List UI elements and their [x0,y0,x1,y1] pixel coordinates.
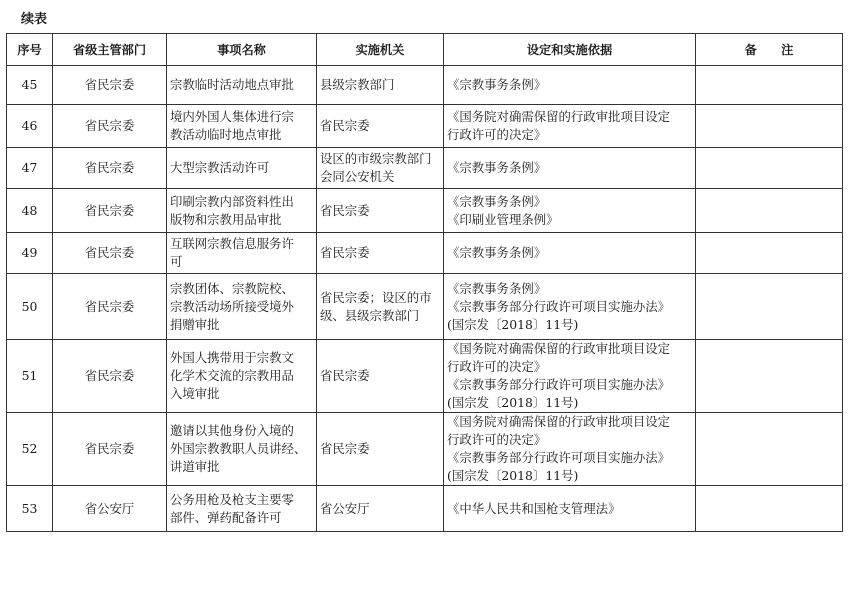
cell-item-line: 捐赠审批 [170,316,220,332]
cell-note [696,66,843,105]
cell-item-line: 大型宗教活动许可 [170,160,270,175]
cell-seq: 47 [7,148,53,189]
cell-basis-line: 《宗教事务部分行政许可项目实施办法》 [447,377,671,392]
cell-org-line: 省民宗委 [320,245,370,260]
cell-note [696,105,843,148]
cell-org [317,274,444,340]
cell-dept: 省民宗委 [53,340,167,413]
cell-basis-line: 行政许可的决定》 [447,359,547,374]
cell-item [167,486,317,532]
cell-dept: 省民宗委 [53,66,167,105]
cell-basis-line: 行政许可的决定》 [447,432,547,447]
cell-seq: 53 [7,486,53,532]
cell-note [696,413,843,486]
cell-note [696,189,843,233]
cell-basis-line: 《印刷业管理条例》 [447,211,559,227]
cell-basis-line: (国宗发〔2018〕11号) [447,395,579,410]
cell-basis [444,233,696,274]
cell-basis-line: 《宗教事务条例》 [447,245,547,260]
header-dept: 省级主管部门 [53,34,167,66]
cell-org-line: 省公安厅 [320,500,370,516]
cell-seq: 50 [7,274,53,340]
cell-item-line: 可 [170,254,183,269]
cell-basis-line: 行政许可的决定》 [447,127,547,142]
table-row [7,340,843,413]
cell-note [696,486,843,532]
cell-item-line: 讲道审批 [170,459,220,474]
header-item: 事项名称 [167,34,317,66]
cell-item-line: 互联网宗教信息服务许 [170,236,294,251]
cell-item-line: 境内外国人集体进行宗 [170,109,294,124]
cell-org-line: 省民宗委；设区的市 [320,289,432,305]
cell-basis [444,340,696,413]
cell-item-line: 宗教临时活动地点审批 [170,77,294,92]
cell-item-line: 部件、弹药配备许可 [170,509,282,525]
cell-basis-line: (国宗发〔2018〕11号) [447,316,579,332]
cell-item-line: 邀请以其他身份入境的 [170,423,294,438]
cell-dept: 省民宗委 [53,105,167,148]
header-basis: 设定和实施依据 [444,34,696,66]
table-row [7,233,843,274]
cell-basis-line: 《宗教事务条例》 [447,280,547,296]
cell-basis-line: 《宗教事务条例》 [447,193,547,209]
cell-item-line: 入境审批 [170,386,220,401]
cell-org-line: 县级宗教部门 [320,77,395,92]
cell-item-line: 化学术交流的宗教用品 [170,368,294,383]
cell-item-line: 印刷宗教内部资料性出 [170,193,294,209]
table-caption: 续表 [21,12,48,27]
cell-basis [444,189,696,233]
cell-dept: 省公安厅 [53,486,167,532]
cell-note [696,340,843,413]
cell-item [167,148,317,189]
cell-dept: 省民宗委 [53,189,167,233]
cell-org [317,413,444,486]
cell-org-line: 省民宗委 [320,441,370,456]
cell-dept: 省民宗委 [53,274,167,340]
cell-org [317,340,444,413]
cell-org-line: 级、县级宗教部门 [320,307,420,323]
cell-org-line: 省民宗委 [320,118,370,133]
cell-item-line: 版物和宗教用品审批 [170,211,282,227]
cell-seq: 45 [7,66,53,105]
cell-basis [444,66,696,105]
cell-seq: 52 [7,413,53,486]
cell-basis-line: 《国务院对确需保留的行政审批项目设定 [447,414,671,429]
table-row [7,148,843,189]
cell-item [167,105,317,148]
table-row [7,105,843,148]
cell-item-line: 外国宗教教职人员讲经、 [170,441,307,456]
cell-seq: 46 [7,105,53,148]
table-row [7,189,843,233]
cell-basis-line: 《中华人民共和国枪支管理法》 [447,500,621,516]
header-row [7,34,843,66]
cell-item [167,189,317,233]
cell-seq: 51 [7,340,53,413]
cell-org-line: 省民宗委 [320,368,370,383]
header-seq: 序号 [7,34,53,66]
cell-item-line: 外国人携带用于宗教文 [170,350,294,365]
cell-basis [444,105,696,148]
cell-dept: 省民宗委 [53,148,167,189]
cell-item-line: 宗教团体、宗教院校、 [170,280,294,296]
cell-item-line: 宗教活动场所接受境外 [170,298,294,314]
cell-org [317,105,444,148]
header-org: 实施机关 [317,34,444,66]
cell-item-line: 公务用枪及枪支主要零 [170,491,294,507]
cell-org-line: 会同公安机关 [320,169,395,184]
table-row [7,486,843,532]
cell-org-line: 省民宗委 [320,202,370,218]
cell-seq: 49 [7,233,53,274]
cell-basis-line: 《国务院对确需保留的行政审批项目设定 [447,109,671,124]
cell-item [167,413,317,486]
cell-basis-line: 《宗教事务部分行政许可项目实施办法》 [447,450,671,465]
cell-basis-line: 《宗教事务条例》 [447,160,547,175]
cell-basis [444,148,696,189]
cell-note [696,148,843,189]
cell-basis [444,413,696,486]
cell-basis-line: 《宗教事务条例》 [447,77,547,92]
cell-note [696,233,843,274]
cell-dept: 省民宗委 [53,413,167,486]
table-row [7,274,843,340]
cell-org [317,189,444,233]
cell-item [167,340,317,413]
cell-item [167,66,317,105]
cell-basis-line: 《宗教事务部分行政许可项目实施办法》 [447,298,671,314]
cell-basis [444,486,696,532]
cell-note [696,274,843,340]
cell-dept: 省民宗委 [53,233,167,274]
cell-basis-line: 《国务院对确需保留的行政审批项目设定 [447,341,671,356]
table-row [7,413,843,486]
cell-org-line: 设区的市级宗教部门 [320,151,432,166]
cell-org [317,233,444,274]
cell-basis-line: (国宗发〔2018〕11号) [447,468,579,483]
cell-org [317,66,444,105]
cell-item-line: 教活动临时地点审批 [170,127,282,142]
cell-seq: 48 [7,189,53,233]
header-note: 备 注 [696,34,843,66]
cell-item [167,233,317,274]
cell-org [317,486,444,532]
approval-items-table [6,33,843,532]
cell-item [167,274,317,340]
table-row [7,66,843,105]
cell-basis [444,274,696,340]
cell-org [317,148,444,189]
